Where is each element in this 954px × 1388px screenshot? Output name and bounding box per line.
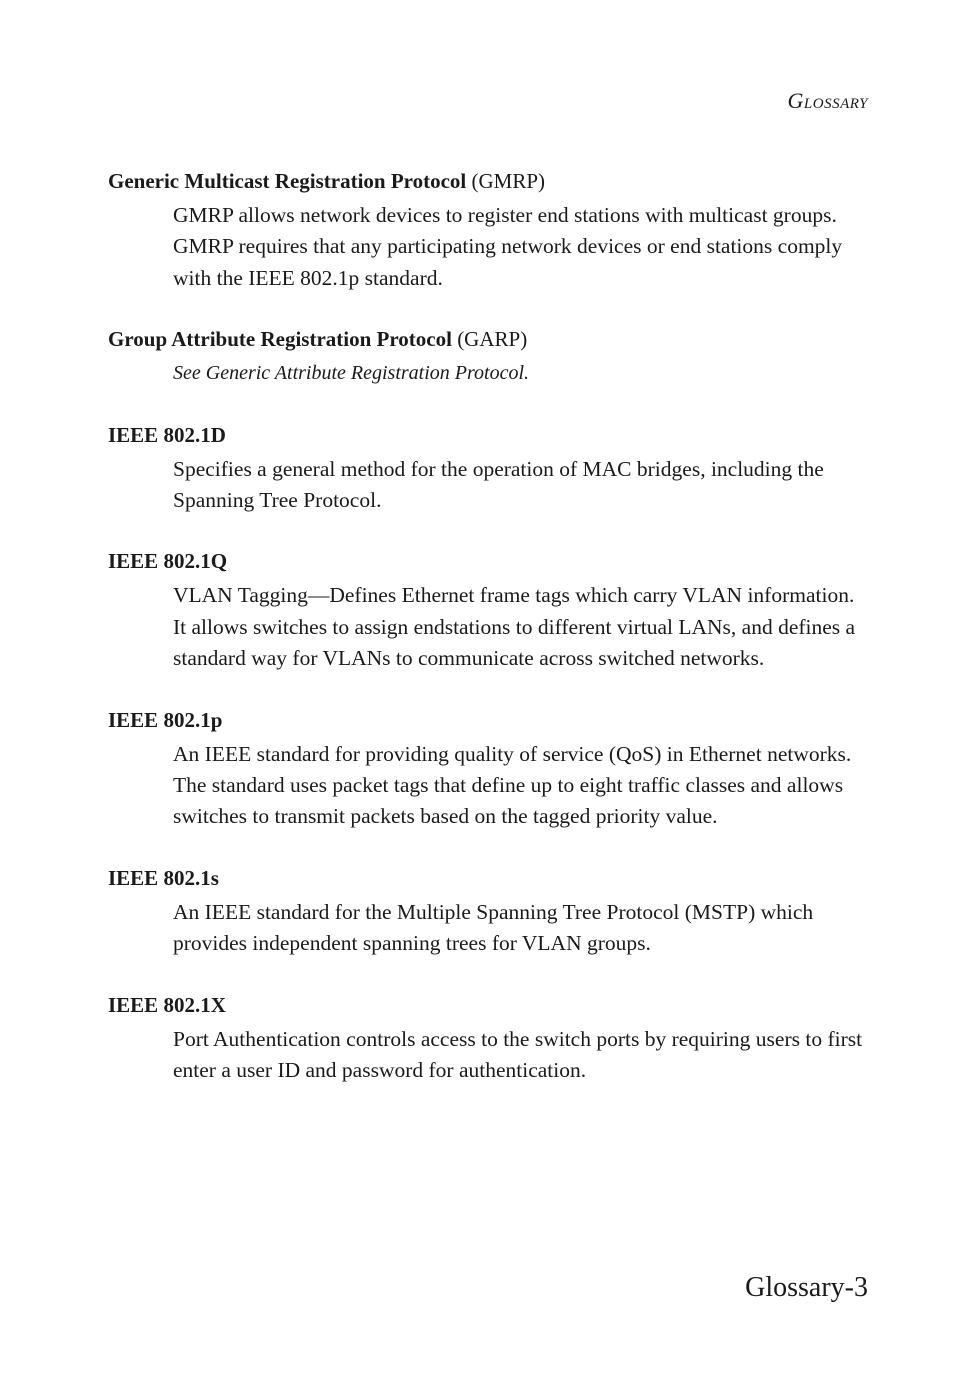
entry-term [108, 420, 868, 450]
glossary-entry-ieee-802-1p [108, 705, 868, 833]
entry-term [108, 324, 868, 354]
page-number: Glossary-3 [745, 1272, 868, 1303]
term-name: IEEE 802.1X [108, 992, 226, 1017]
entry-term [108, 166, 868, 196]
entry-term [108, 705, 868, 735]
term-name: IEEE 802.1p [108, 707, 223, 732]
entry-definition: Port Authentication controls access to the switch ports by requiring users to first enter a user ID and password for authentication. [173, 1026, 863, 1083]
glossary-entry-gmrp [108, 166, 868, 294]
glossary-entry-ieee-802-1s [108, 863, 868, 960]
entry-definition: Specifies a general method for the operation of MAC bridges, including the Spanning Tree Protocol. [173, 456, 824, 513]
glossary-list [108, 166, 868, 1117]
running-header: Glossary [787, 88, 868, 113]
entry-term [108, 863, 868, 893]
entry-term [108, 990, 868, 1020]
glossary-entry-garp [108, 324, 868, 389]
term-name: IEEE 802.1D [108, 422, 226, 447]
entry-term [108, 546, 868, 576]
term-abbreviation: (GARP) [457, 327, 528, 352]
term-abbreviation: (GMRP) [471, 169, 546, 193]
term-name: IEEE 802.1s [108, 865, 219, 890]
term-name: IEEE 802.1Q [108, 549, 228, 574]
glossary-entry-ieee-802-1d [108, 420, 868, 517]
term-name: Group Attribute Registration Protocol [108, 327, 452, 352]
entry-definition: GMRP allows network devices to register end stations with multicast groups. GMRP requires that any participating network devices or end stations comply with the IEEE 802.1p standard. [173, 203, 843, 290]
glossary-entry-ieee-802-1x [108, 990, 868, 1087]
entry-cross-reference: See Generic Attribute Registration Protocol. [173, 362, 530, 385]
entry-definition: An IEEE standard for providing quality of service (QoS) in Ethernet networks. The standard uses packet tags that define up to eight traffic classes and allows switches to transmit packets based on the tagged priority value. [173, 741, 852, 829]
glossary-entry-ieee-802-1q [108, 546, 868, 674]
term-name: Generic Multicast Registration Protocol [108, 169, 467, 193]
entry-definition: VLAN Tagging—Defines Ethernet frame tags which carry VLAN information. It allows switches to assign endstations to different virtual LANs, and defines a standard way for VLANs to communicate across switched networks. [173, 583, 856, 671]
entry-definition: An IEEE standard for the Multiple Spanning Tree Protocol (MSTP) which provides independent spanning trees for VLAN groups. [173, 899, 814, 956]
